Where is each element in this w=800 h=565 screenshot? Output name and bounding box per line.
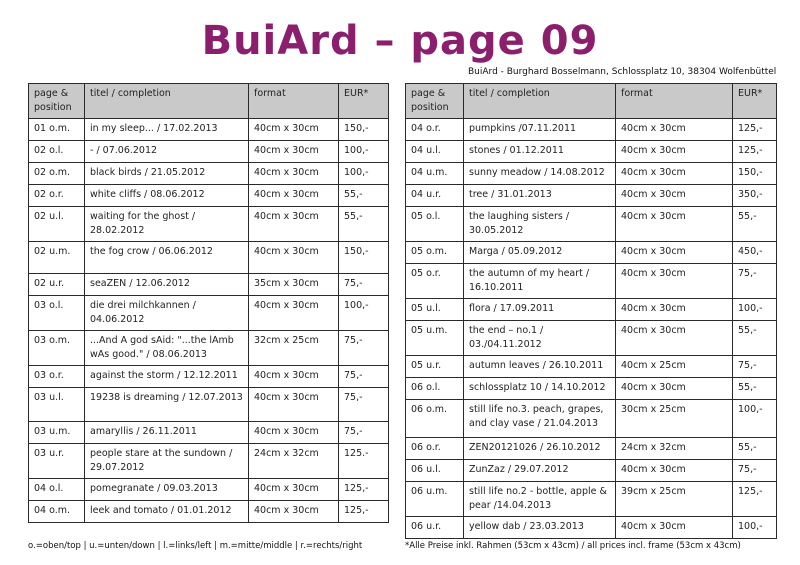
cell-position: 05 u.l. [406, 299, 464, 321]
cell-format: 40cm x 30cm [616, 321, 733, 356]
cell-price: 125,- [339, 479, 389, 501]
cell-title: the fog crow / 06.06.2012 [85, 242, 249, 274]
cell-position: 05 u.r. [406, 356, 464, 378]
table-row [406, 517, 777, 539]
cell-price: 100,- [339, 141, 389, 163]
cell-title: black birds / 21.05.2012 [85, 163, 249, 185]
cell-position: 02 u.m. [29, 242, 85, 274]
cell-price: 125,- [733, 141, 777, 163]
cell-position: 03 o.r. [29, 366, 85, 388]
artist-address: BuiArd - Burghard Bosselmann, Schlossplatz 10, 38304 Wolfenbüttel [468, 67, 777, 77]
cell-position: 03 u.l. [29, 388, 85, 422]
cell-position: 04 o.m. [29, 501, 85, 523]
cell-title: leek and tomato / 01.01.2012 [85, 501, 249, 523]
cell-title: seaZEN / 12.06.2012 [85, 274, 249, 296]
cell-title: the end – no.1 / 03./04.11.2012 [464, 321, 616, 356]
cell-position: 06 o.l. [406, 378, 464, 400]
cell-title: the laughing sisters / 30.05.2012 [464, 207, 616, 242]
column-header-title: titel / completion [85, 84, 249, 119]
cell-title: ZunZaz / 29.07.2012 [464, 460, 616, 482]
price-note: *Alle Preise inkl. Rahmen (53cm x 43cm) / all prices incl. frame (53cm x 43cm) [405, 541, 741, 551]
cell-format: 40cm x 30cm [616, 185, 733, 207]
cell-price: 75,- [339, 366, 389, 388]
table-row [406, 356, 777, 378]
cell-format: 40cm x 30cm [616, 460, 733, 482]
table-header-row [406, 84, 777, 119]
cell-format: 40cm x 30cm [616, 299, 733, 321]
cell-position: 05 u.m. [406, 321, 464, 356]
cell-format: 40cm x 30cm [616, 242, 733, 264]
column-header-position: page & position [29, 84, 85, 119]
cell-format: 32cm x 25cm [249, 331, 339, 366]
cell-position: 04 o.l. [29, 479, 85, 501]
cell-format: 40cm x 30cm [616, 264, 733, 299]
cell-title: sunny meadow / 14.08.2012 [464, 163, 616, 185]
cell-price: 150,- [339, 242, 389, 274]
cell-format: 40cm x 30cm [616, 119, 733, 141]
cell-price: 350,- [733, 185, 777, 207]
cell-title: against the storm / 12.12.2011 [85, 366, 249, 388]
table-row [29, 479, 389, 501]
cell-price: 75,- [339, 331, 389, 366]
column-header-format: format [249, 84, 339, 119]
cell-format: 40cm x 30cm [249, 422, 339, 444]
cell-position: 05 o.r. [406, 264, 464, 299]
cell-price: 100,- [339, 163, 389, 185]
cell-title: - / 07.06.2012 [85, 141, 249, 163]
table-row [406, 185, 777, 207]
cell-position: 06 u.r. [406, 517, 464, 539]
cell-format: 40cm x 30cm [249, 479, 339, 501]
table-row [29, 207, 389, 242]
table-row [29, 119, 389, 141]
cell-format: 40cm x 30cm [249, 388, 339, 422]
table-header-row [29, 84, 389, 119]
cell-price: 55,- [733, 207, 777, 242]
cell-format: 35cm x 30cm [249, 274, 339, 296]
cell-title: pumpkins /07.11.2011 [464, 119, 616, 141]
cell-format: 24cm x 32cm [249, 444, 339, 479]
cell-position: 06 o.r. [406, 438, 464, 460]
table-row [406, 119, 777, 141]
cell-price: 100,- [733, 299, 777, 321]
cell-title: pomegranate / 09.03.2013 [85, 479, 249, 501]
cell-price: 100,- [733, 517, 777, 539]
cell-price: 125,- [733, 119, 777, 141]
cell-format: 24cm x 32cm [616, 438, 733, 460]
table-row [406, 264, 777, 299]
cell-position: 04 u.m. [406, 163, 464, 185]
page-title: BuiArd – page 09 [201, 18, 599, 64]
cell-position: 06 o.m. [406, 400, 464, 438]
table-row [406, 321, 777, 356]
cell-price: 125,- [733, 482, 777, 517]
cell-price: 55,- [339, 207, 389, 242]
cell-position: 05 o.l. [406, 207, 464, 242]
cell-format: 40cm x 30cm [249, 185, 339, 207]
artwork-table-right [405, 83, 777, 539]
cell-title: amaryllis / 26.11.2011 [85, 422, 249, 444]
cell-position: 03 o.l. [29, 296, 85, 331]
table-row [29, 141, 389, 163]
cell-position: 02 o.m. [29, 163, 85, 185]
table-row [406, 141, 777, 163]
cell-price: 125.- [339, 444, 389, 479]
cell-price: 100,- [339, 296, 389, 331]
table-row [406, 460, 777, 482]
cell-position: 02 u.l. [29, 207, 85, 242]
cell-title: still life no.3. peach, grapes, and clay vase / 21.04.2013 [464, 400, 616, 438]
cell-title: in my sleep... / 17.02.2013 [85, 119, 249, 141]
cell-title: ZEN20121026 / 26.10.2012 [464, 438, 616, 460]
cell-price: 450,- [733, 242, 777, 264]
cell-title: still life no.2 - bottle, apple & pear /14.04.2013 [464, 482, 616, 517]
cell-title: waiting for the ghost / 28.02.2012 [85, 207, 249, 242]
cell-price: 125,- [339, 501, 389, 523]
column-header-title: titel / completion [464, 84, 616, 119]
cell-title: autumn leaves / 26.10.2011 [464, 356, 616, 378]
cell-title: tree / 31.01.2013 [464, 185, 616, 207]
cell-price: 75,- [339, 422, 389, 444]
table-row [29, 163, 389, 185]
cell-format: 40cm x 25cm [616, 356, 733, 378]
cell-format: 40cm x 30cm [249, 207, 339, 242]
table-row [406, 482, 777, 517]
cell-title: people stare at the sundown / 29.07.2012 [85, 444, 249, 479]
table-row [406, 378, 777, 400]
cell-title: die drei milchkannen / 04.06.2012 [85, 296, 249, 331]
cell-title: 19238 is dreaming / 12.07.2013 [85, 388, 249, 422]
cell-title: flora / 17.09.2011 [464, 299, 616, 321]
cell-position: 02 o.r. [29, 185, 85, 207]
cell-format: 40cm x 30cm [249, 242, 339, 274]
table-row [406, 207, 777, 242]
cell-format: 40cm x 30cm [616, 517, 733, 539]
cell-title: white cliffs / 08.06.2012 [85, 185, 249, 207]
table-row [406, 299, 777, 321]
cell-price: 55,- [339, 185, 389, 207]
column-header-position: page & position [406, 84, 464, 119]
cell-price: 75,- [733, 264, 777, 299]
cell-price: 75,- [733, 460, 777, 482]
table-row [406, 163, 777, 185]
cell-position: 06 u.m. [406, 482, 464, 517]
table-row [29, 185, 389, 207]
table-row [406, 438, 777, 460]
table-row [29, 296, 389, 331]
cell-position: 02 o.l. [29, 141, 85, 163]
cell-format: 40cm x 30cm [616, 378, 733, 400]
cell-price: 75,- [733, 356, 777, 378]
cell-price: 150,- [339, 119, 389, 141]
cell-format: 40cm x 30cm [249, 141, 339, 163]
cell-format: 40cm x 30cm [249, 163, 339, 185]
cell-title: the autumn of my heart / 16.10.2011 [464, 264, 616, 299]
cell-position: 03 u.m. [29, 422, 85, 444]
cell-position: 02 u.r. [29, 274, 85, 296]
cell-position: 04 o.r. [406, 119, 464, 141]
table-row [29, 242, 389, 274]
cell-position: 03 o.m. [29, 331, 85, 366]
cell-position: 01 o.m. [29, 119, 85, 141]
cell-position: 03 u.r. [29, 444, 85, 479]
cell-format: 40cm x 30cm [249, 501, 339, 523]
table-row [29, 501, 389, 523]
cell-format: 30cm x 25cm [616, 400, 733, 438]
column-header-format: format [616, 84, 733, 119]
table-row [29, 422, 389, 444]
cell-price: 75,- [339, 274, 389, 296]
cell-format: 40cm x 30cm [249, 366, 339, 388]
table-row [29, 444, 389, 479]
cell-price: 55,- [733, 438, 777, 460]
cell-format: 39cm x 25cm [616, 482, 733, 517]
table-row [406, 242, 777, 264]
table-row [29, 366, 389, 388]
column-header-price: EUR* [733, 84, 777, 119]
cell-title: ...And A god sAid: "...the lAmb wAs good." / 08.06.2013 [85, 331, 249, 366]
position-legend: o.=oben/top | u.=unten/down | l.=links/left | m.=mitte/middle | r.=rechts/right [28, 541, 363, 551]
cell-format: 40cm x 30cm [249, 119, 339, 141]
cell-position: 06 u.l. [406, 460, 464, 482]
cell-format: 40cm x 30cm [616, 163, 733, 185]
cell-title: stones / 01.12.2011 [464, 141, 616, 163]
table-row [29, 331, 389, 366]
cell-position: 04 u.r. [406, 185, 464, 207]
cell-position: 05 o.m. [406, 242, 464, 264]
table-row [406, 400, 777, 438]
cell-title: Marga / 05.09.2012 [464, 242, 616, 264]
table-row [29, 388, 389, 422]
cell-format: 40cm x 30cm [249, 296, 339, 331]
table-row [29, 274, 389, 296]
cell-price: 55,- [733, 321, 777, 356]
artwork-table-left [28, 83, 389, 523]
cell-title: yellow dab / 23.03.2013 [464, 517, 616, 539]
column-header-price: EUR* [339, 84, 389, 119]
cell-format: 40cm x 30cm [616, 141, 733, 163]
cell-position: 04 u.l. [406, 141, 464, 163]
cell-price: 75,- [339, 388, 389, 422]
cell-price: 100,- [733, 400, 777, 438]
cell-format: 40cm x 30cm [616, 207, 733, 242]
cell-title: schlossplatz 10 / 14.10.2012 [464, 378, 616, 400]
cell-price: 150,- [733, 163, 777, 185]
cell-price: 55,- [733, 378, 777, 400]
